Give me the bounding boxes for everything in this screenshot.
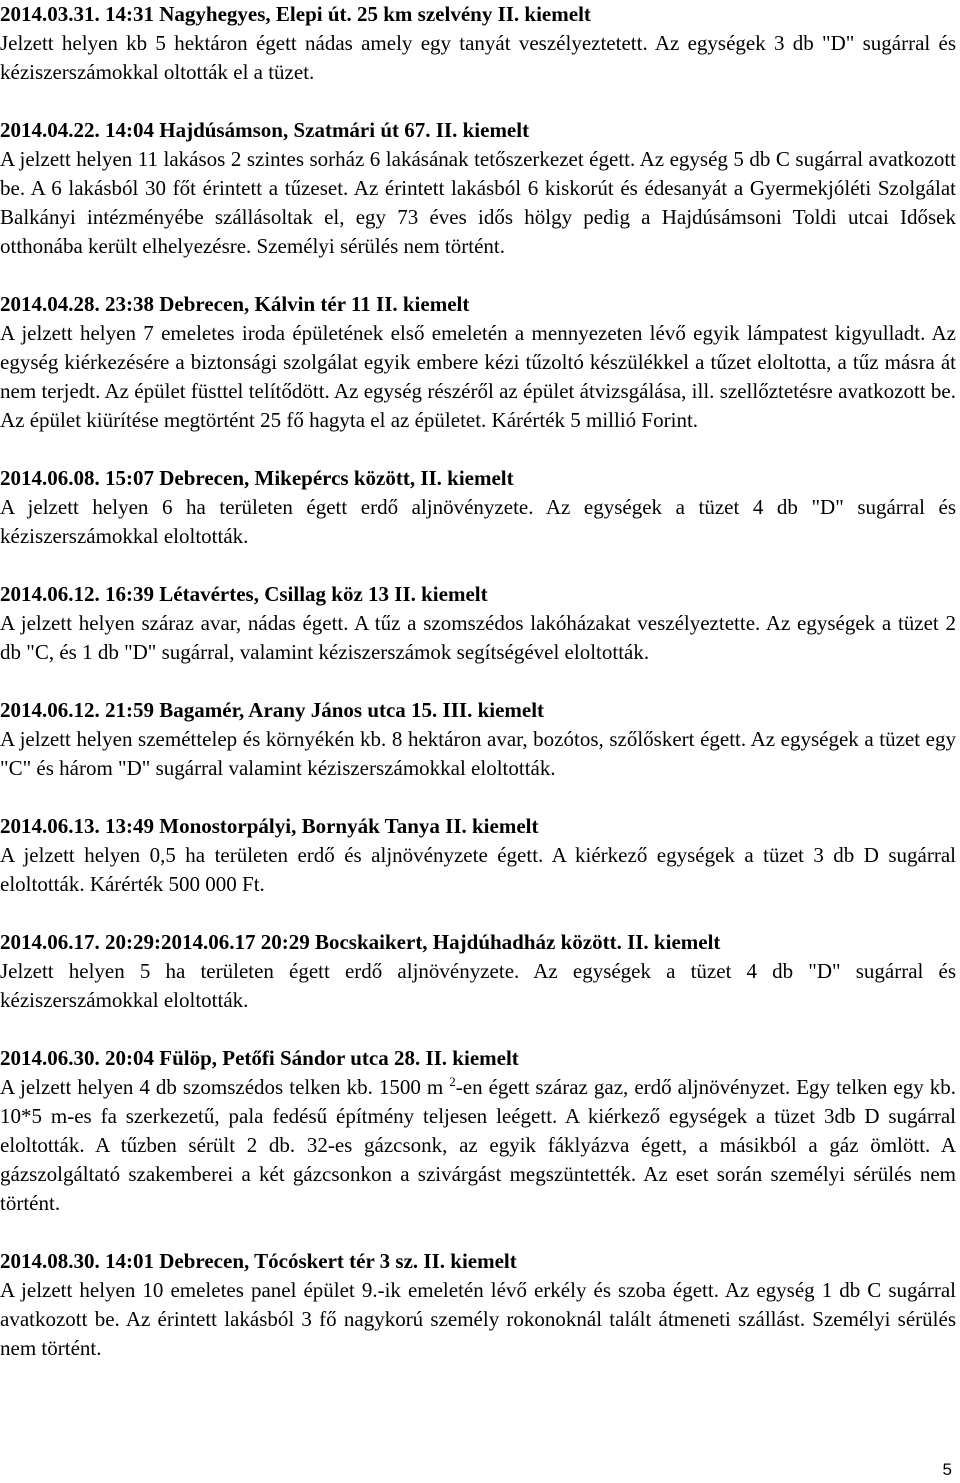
incident-description: A jelzett helyen 0,5 ha területen erdő és aljnövényzete égett. A kiérkező egységek a tüzet 3 db D sugárral eloltották. Kárérték 500 000 Ft. bbox=[0, 843, 956, 896]
incident-description: A jelzett helyen száraz avar, nádas égett. A tűz a szomszédos lakóházakat veszélyeztette. Az egységek a tüzet 2 db "C, és 1 db "D" sugárral, valamint kéziszerszámok segítségével eloltották. bbox=[0, 611, 956, 664]
incident-heading: 2014.06.12. 21:59 Bagamér, Arany János utca 15. III. kiemelt bbox=[0, 698, 545, 722]
incident-description: A jelzett helyen 10 emeletes panel épület 9.-ik emeletén lévő erkély és szoba égett. Az egység 1 db C sugárral avatkozott be. Az érintett lakásból 3 fő nagykorú személy rokonoknál talált átmeneti szállást. Személyi sérülés nem történt. bbox=[0, 1278, 956, 1360]
incident-description: A jelzett helyen szeméttelep és környékén kb. 8 hektáron avar, bozótos, szőlőskert égett. Az egységek a tüzet egy "C" és három "D" sugárral valamint kéziszerszámokkal eloltották. bbox=[0, 727, 956, 780]
page-number: 5 bbox=[942, 1460, 952, 1479]
incident-description: A jelzett helyen 7 emeletes iroda épületének első emeletén a mennyezeten lévő egyik lámpatest kigyulladt. Az egység kiérkezésére a biztonsági szolgálat egyik embere kézi tűzoltó készülékkel a tűzet eloltotta, a tűz másra át nem terjedt. Az épület füsttel telítődött. Az egység részéről az épület átvizsgálása, ill. szellőztetésre avatkozott be. Az épület kiürítése megtörtént 25 fő hagyta el az épületet. Kárérték 5 millió Forint. bbox=[0, 321, 956, 432]
incident-heading: 2014.08.30. 14:01 Debrecen, Tócóskert tér 3 sz. II. kiemelt bbox=[0, 1249, 517, 1273]
incident-description: Jelzett helyen kb 5 hektáron égett nádas amely egy tanyát veszélyeztetett. Az egységek 3 db "D" sugárral és kéziszerszámokkal oltották el a tüzet. bbox=[0, 31, 956, 84]
incident-entry bbox=[0, 116, 956, 261]
incident-description: A jelzett helyen 6 ha területen égett erdő aljnövényzete. Az egységek a tüzet 4 db "D" sugárral és kéziszerszámokkal eloltották. bbox=[0, 495, 956, 548]
incident-entry bbox=[0, 0, 956, 87]
incident-entry bbox=[0, 580, 956, 667]
incident-entry bbox=[0, 464, 956, 551]
incident-description: A jelzett helyen 11 lakásos 2 szintes sorház 6 lakásának tetőszerkezet égett. Az egység 5 db C sugárral avatkozott be. A 6 lakásból 30 főt érintett a tűzeset. Az érintett lakásból 6 kiskorút és édesanyát a Gyermekjóléti Szolgálat Balkányi intézményébe szállásoltak el, egy 73 éves idős hölgy pedig a Hajdúsámsoni Toldi utcai Idősek otthonába került elhelyezésre. Személyi sérülés nem történt. bbox=[0, 147, 956, 258]
incident-entry bbox=[0, 696, 956, 783]
incident-entry bbox=[0, 1044, 956, 1218]
description-text: A jelzett helyen 4 db szomszédos telken kb. 1500 m bbox=[0, 1075, 450, 1099]
incident-heading: 2014.06.08. 15:07 Debrecen, Mikepércs között, II. kiemelt bbox=[0, 466, 514, 490]
incident-heading: 2014.04.22. 14:04 Hajdúsámson, Szatmári út 67. II. kiemelt bbox=[0, 118, 530, 142]
incident-heading: 2014.06.17. 20:29:2014.06.17 20:29 Bocskaikert, Hajdúhadház között. II. kiemelt bbox=[0, 930, 721, 954]
incident-heading: 2014.06.12. 16:39 Létavértes, Csillag köz 13 II. kiemelt bbox=[0, 582, 488, 606]
incident-entry bbox=[0, 812, 956, 899]
incident-description bbox=[0, 1073, 956, 1218]
incident-heading: 2014.04.28. 23:38 Debrecen, Kálvin tér 11 II. kiemelt bbox=[0, 292, 470, 316]
incident-heading: 2014.03.31. 14:31 Nagyhegyes, Elepi út. 25 km szelvény II. kiemelt bbox=[0, 2, 591, 26]
description-text: -en égett száraz gaz, erdő aljnövényzet. Egy telken egy kb. 10*5 m-es fa szerkezetű, pala fedésű építmény teljesen leégett. A kiérkező egységek a tüzet 3db D sugárral eloltották. A tűzben sérült 2 db. 32-es gázcsonk, az egyik fáklyázva égett, a másikból a gáz ömlött. A gázszolgáltató szakemberei a két gázcsonkon a szivárgást megszüntették. Az eset során személyi sérülés nem történt. bbox=[0, 1075, 956, 1215]
incident-heading: 2014.06.13. 13:49 Monostorpályi, Bornyák Tanya II. kiemelt bbox=[0, 814, 539, 838]
incident-entry bbox=[0, 290, 956, 435]
incident-heading: 2014.06.30. 20:04 Fülöp, Petőfi Sándor utca 28. II. kiemelt bbox=[0, 1046, 519, 1070]
incident-entry bbox=[0, 1247, 956, 1363]
incident-description: Jelzett helyen 5 ha területen égett erdő aljnövényzete. Az egységek a tüzet 4 db "D" sugárral és kéziszerszámokkal eloltották. bbox=[0, 959, 956, 1012]
incident-entry bbox=[0, 928, 956, 1015]
superscript-exponent: 2 bbox=[449, 1074, 456, 1089]
